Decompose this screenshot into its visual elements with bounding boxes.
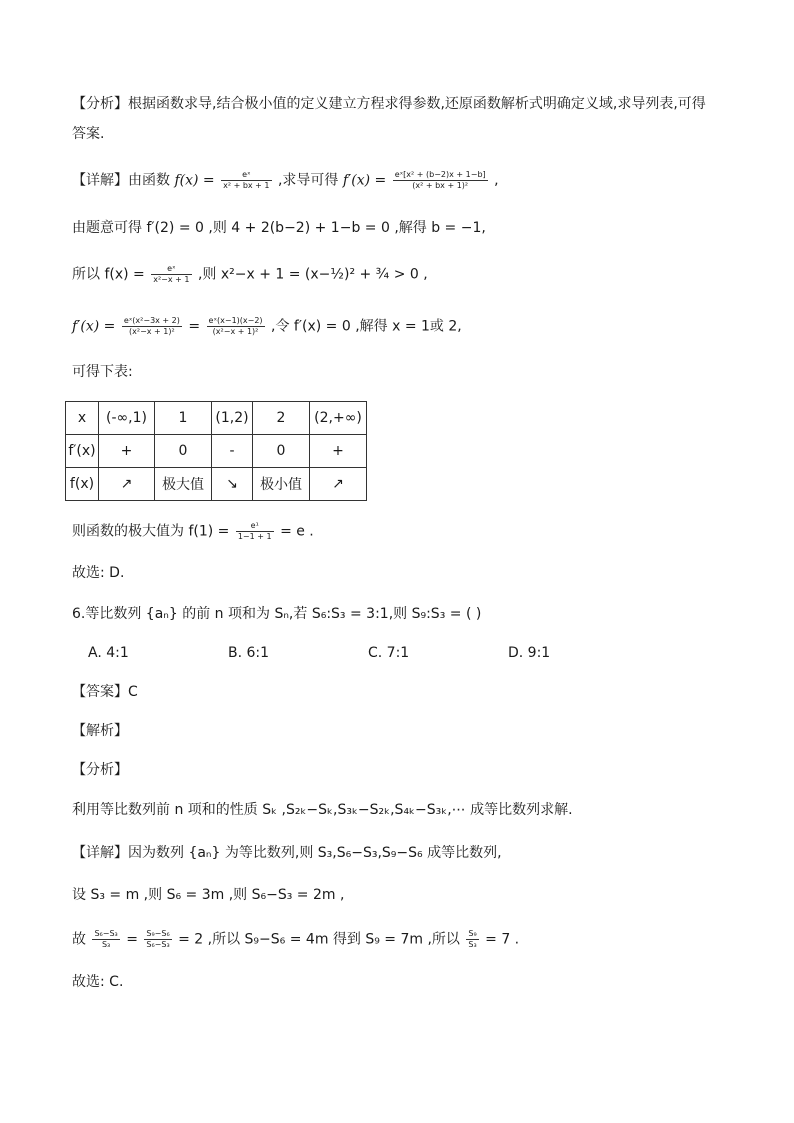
analysis-line-1	[72, 94, 706, 114]
analysis-text: 根据函数求导,结合极小值的定义建立方程求得参数,还原函数解析式明确定义域,求导列表,可得	[128, 96, 706, 112]
detail-line-1	[72, 170, 499, 191]
condition-line: 由题意可得 f′(2) = 0 ,则 4 + 2(b−2) + 1−b = 0 ,解得 b = −1,	[72, 220, 486, 236]
table-cell: -	[212, 435, 253, 468]
fraction-denominator: (x² + bx + 1)²	[412, 181, 469, 190]
fraction-derivative	[393, 170, 488, 191]
table-cell: (-∞,1)	[99, 402, 155, 435]
fraction-numerator: e¹	[236, 521, 274, 532]
table-cell: 0	[253, 435, 310, 468]
table-cell: ↗	[99, 468, 155, 501]
option-c: C. 7:1	[368, 645, 410, 661]
fraction-numerator: eˣ	[221, 170, 271, 181]
fraction-ratio-3	[466, 929, 478, 950]
table-cell: +	[310, 435, 367, 468]
table-row	[66, 402, 367, 435]
detail-text-a: 由函数	[128, 172, 170, 189]
table-cell: (1,2)	[212, 402, 253, 435]
so-line	[72, 264, 428, 285]
detail-3-text-a: 故	[72, 931, 86, 948]
fraction-ratio-2	[144, 929, 171, 950]
analysis-2-tag: 【分析】	[72, 762, 128, 778]
max-value-line	[72, 521, 314, 542]
fraction-denominator: x² + bx + 1	[223, 181, 270, 190]
fraction-deriv-1	[122, 316, 182, 337]
table-intro: 可得下表:	[72, 364, 133, 380]
fraction-denominator: 1−1 + 1	[237, 532, 272, 541]
fraction-numerator: eˣ(x−1)(x−2)	[208, 316, 263, 325]
detail-tag: 【详解】	[72, 172, 128, 189]
table-row	[66, 468, 367, 501]
option-a: A. 4:1	[88, 645, 129, 661]
detail-2-line-3	[72, 929, 519, 950]
table-cell: f′(x)	[66, 435, 99, 468]
fraction-f-simplified	[151, 264, 191, 285]
choose-line-1: 故选: D.	[72, 565, 125, 581]
fraction-numerator: eˣ[x² + (b−2)x + 1−b]	[394, 170, 486, 179]
table-row	[66, 435, 367, 468]
question-6: 6.等比数列 {aₙ} 的前 n 项和为 Sₙ,若 S₆:S₃ = 3:1,则 S₉:S₃ = ( )	[72, 606, 482, 622]
fraction-deriv-2	[207, 316, 265, 337]
fraction-numerator: S₉	[468, 929, 477, 938]
fraction-denominator: (x²−x + 1)²	[212, 327, 259, 336]
table-cell: +	[99, 435, 155, 468]
fraction-numerator: S₉−S₆	[146, 929, 170, 938]
so-text-a: 所以 f(x) =	[72, 266, 145, 283]
fraction-denominator: S₆−S₃	[146, 940, 170, 949]
fraction-denominator: x²−x + 1	[153, 275, 190, 284]
function-f: f(x) =	[174, 172, 215, 189]
detail-3-text-c: = 7 .	[485, 931, 520, 948]
max-text-a: 则函数的极大值为 f(1) =	[72, 523, 230, 540]
derivative-label: f′(x) =	[72, 318, 116, 335]
equals-sign: =	[188, 318, 201, 335]
analysis-2-text: 利用等比数列前 n 项和的性质 Sₖ ,S₂ₖ−Sₖ,S₃ₖ−S₂ₖ,S₄ₖ−S₃ₖ,⋯ 成等比数列求解.	[72, 802, 573, 818]
fraction-numerator: S₆−S₃	[94, 929, 118, 938]
fraction-denominator: S₃	[468, 940, 477, 949]
detail-3-text-b: = 2 ,所以 S₉−S₆ = 4m 得到 S₉ = 7m ,所以	[178, 931, 460, 948]
derivative-text-b: ,令 f′(x) = 0 ,解得 x = 1或 2,	[271, 318, 462, 335]
analysis-tag: 【分析】	[72, 96, 128, 112]
detail-text-b: ,求导可得	[277, 172, 339, 189]
table-cell: 极大值	[155, 468, 212, 501]
answer-line: 【答案】C	[72, 684, 138, 700]
fraction-ratio-1	[92, 929, 119, 950]
analysis-line-2: 答案.	[72, 126, 105, 142]
detail-2-line-1: 【详解】因为数列 {aₙ} 为等比数列,则 S₃,S₆−S₃,S₉−S₆ 成等比数列,	[72, 845, 502, 861]
fraction-numerator: eˣ	[151, 264, 191, 275]
table-cell: 1	[155, 402, 212, 435]
option-b: B. 6:1	[228, 645, 270, 661]
detail-text-c: ,	[494, 172, 499, 189]
table-cell: f(x)	[66, 468, 99, 501]
derivative-f: f′(x) =	[342, 172, 387, 189]
table-cell: 极小值	[253, 468, 310, 501]
derivative-line	[72, 316, 462, 337]
fraction-denominator: (x²−x + 1)²	[129, 327, 175, 336]
table-cell: x	[66, 402, 99, 435]
option-d: D. 9:1	[508, 645, 551, 661]
monotonicity-table	[65, 401, 367, 501]
choose-line-2: 故选: C.	[72, 974, 124, 990]
table-cell: ↘	[212, 468, 253, 501]
jiexi-line: 【解析】	[72, 723, 128, 739]
so-text-b: ,则 x²−x + 1 = (x−½)² + ¾ > 0 ,	[197, 266, 428, 283]
max-text-b: = e .	[280, 523, 314, 540]
table-cell: 0	[155, 435, 212, 468]
detail-2-line-2: 设 S₃ = m ,则 S₆ = 3m ,则 S₆−S₃ = 2m ,	[72, 887, 345, 903]
equals-sign: =	[126, 931, 138, 948]
table-cell: (2,+∞)	[310, 402, 367, 435]
fraction-max	[236, 521, 274, 542]
fraction-f	[221, 170, 271, 191]
fraction-denominator: S₃	[101, 940, 111, 949]
table-cell: ↗	[310, 468, 367, 501]
fraction-numerator: eˣ(x²−3x + 2)	[123, 316, 180, 325]
table-cell: 2	[253, 402, 310, 435]
